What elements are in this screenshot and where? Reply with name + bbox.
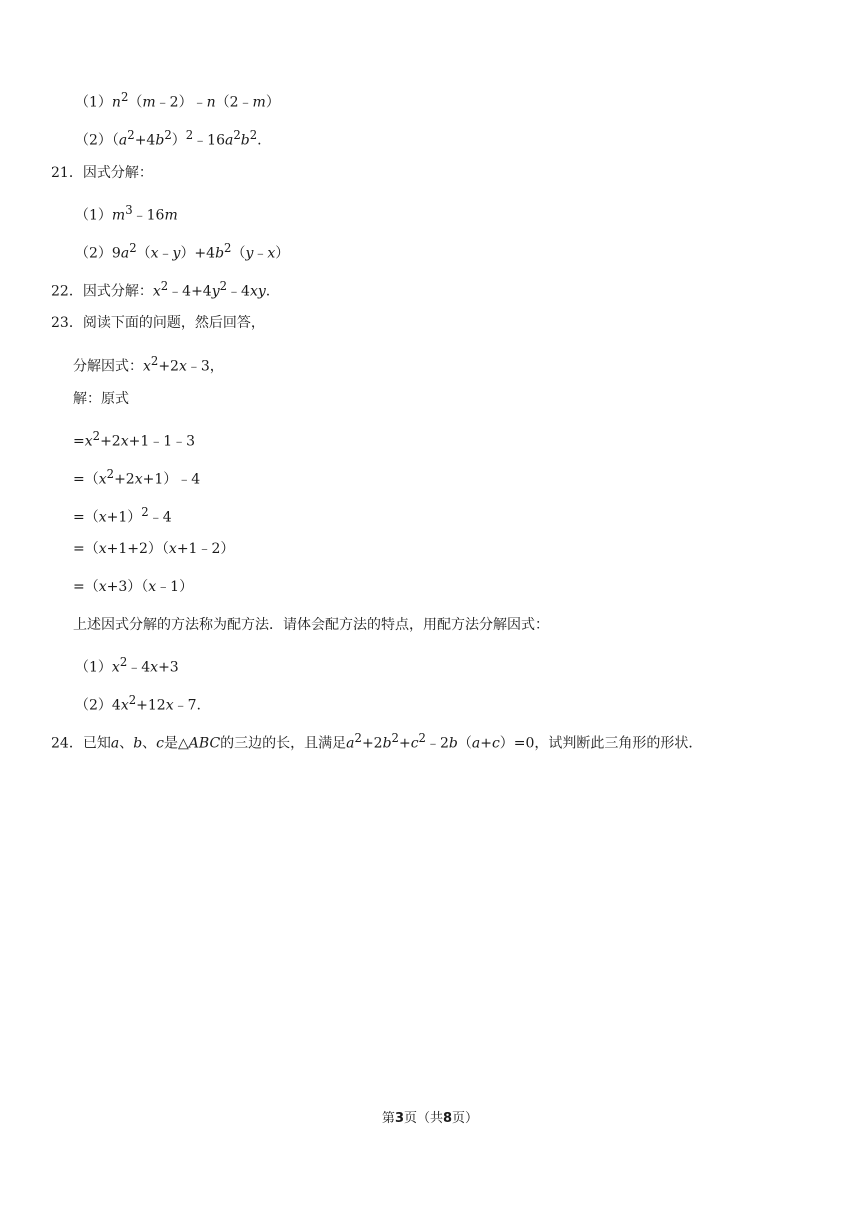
question-23-solution-label: 解：原式 xyxy=(73,391,129,407)
question-23-part-1: $(1)x^2﹣4x+3$ xyxy=(75,655,179,676)
question-22: 22．因式分解：$x^2﹣4+4y^2﹣4xy$. xyxy=(51,279,271,300)
current-page-number: 3 xyxy=(394,1111,404,1126)
solution-step-4: =（x+1+2）（x+1﹣2） xyxy=(73,541,235,557)
question-21-title: 21．因式分解： xyxy=(51,165,153,181)
page-footer xyxy=(0,1110,860,1128)
sub-question-2: $(2)(a^2+4b^2)^2﹣16a^2b^2$. xyxy=(75,128,262,149)
footer-prefix: 第 xyxy=(381,1111,395,1126)
solution-step-3: $=(x+1)^2﹣4$ xyxy=(73,505,172,526)
question-23-problem: 分解因式：$x^2+2x﹣3$， xyxy=(73,354,224,375)
solution-step-1: $=x^2+2x+1﹣1﹣3$ xyxy=(73,429,196,450)
footer-middle: 页（共 xyxy=(403,1111,443,1126)
solution-step-2: $=(x^2+2x+1)﹣4$ xyxy=(73,467,201,488)
question-23-title: 23．阅读下面的问题，然后回答， xyxy=(51,315,265,331)
sub-question-1: $(1)n^2(m﹣2)﹣n(2﹣m)$ xyxy=(75,90,280,111)
solution-step-5: =（x+3）（x﹣1） xyxy=(73,579,194,595)
question-24: 24．已知a、b、c是△ABC的三边的长，且满足$a^2+2b^2+c^2﹣2b(a+c)=0$，试判断此三角形的形状． xyxy=(51,731,703,752)
question-21-part-2: $(2)9a^2(x﹣y)+4b^2(y﹣x)$ xyxy=(75,241,290,262)
question-21-part-1: $(1)m^3﹣16m$ xyxy=(75,203,178,224)
question-23-part-2: $(2)4x^2+12x﹣7$. xyxy=(75,693,201,714)
total-pages: 8 xyxy=(443,1111,453,1126)
question-23-instruction: 上述因式分解的方法称为配方法．请体会配方法的特点，用配方法分解因式： xyxy=(73,617,549,633)
footer-suffix: 页） xyxy=(452,1111,479,1126)
